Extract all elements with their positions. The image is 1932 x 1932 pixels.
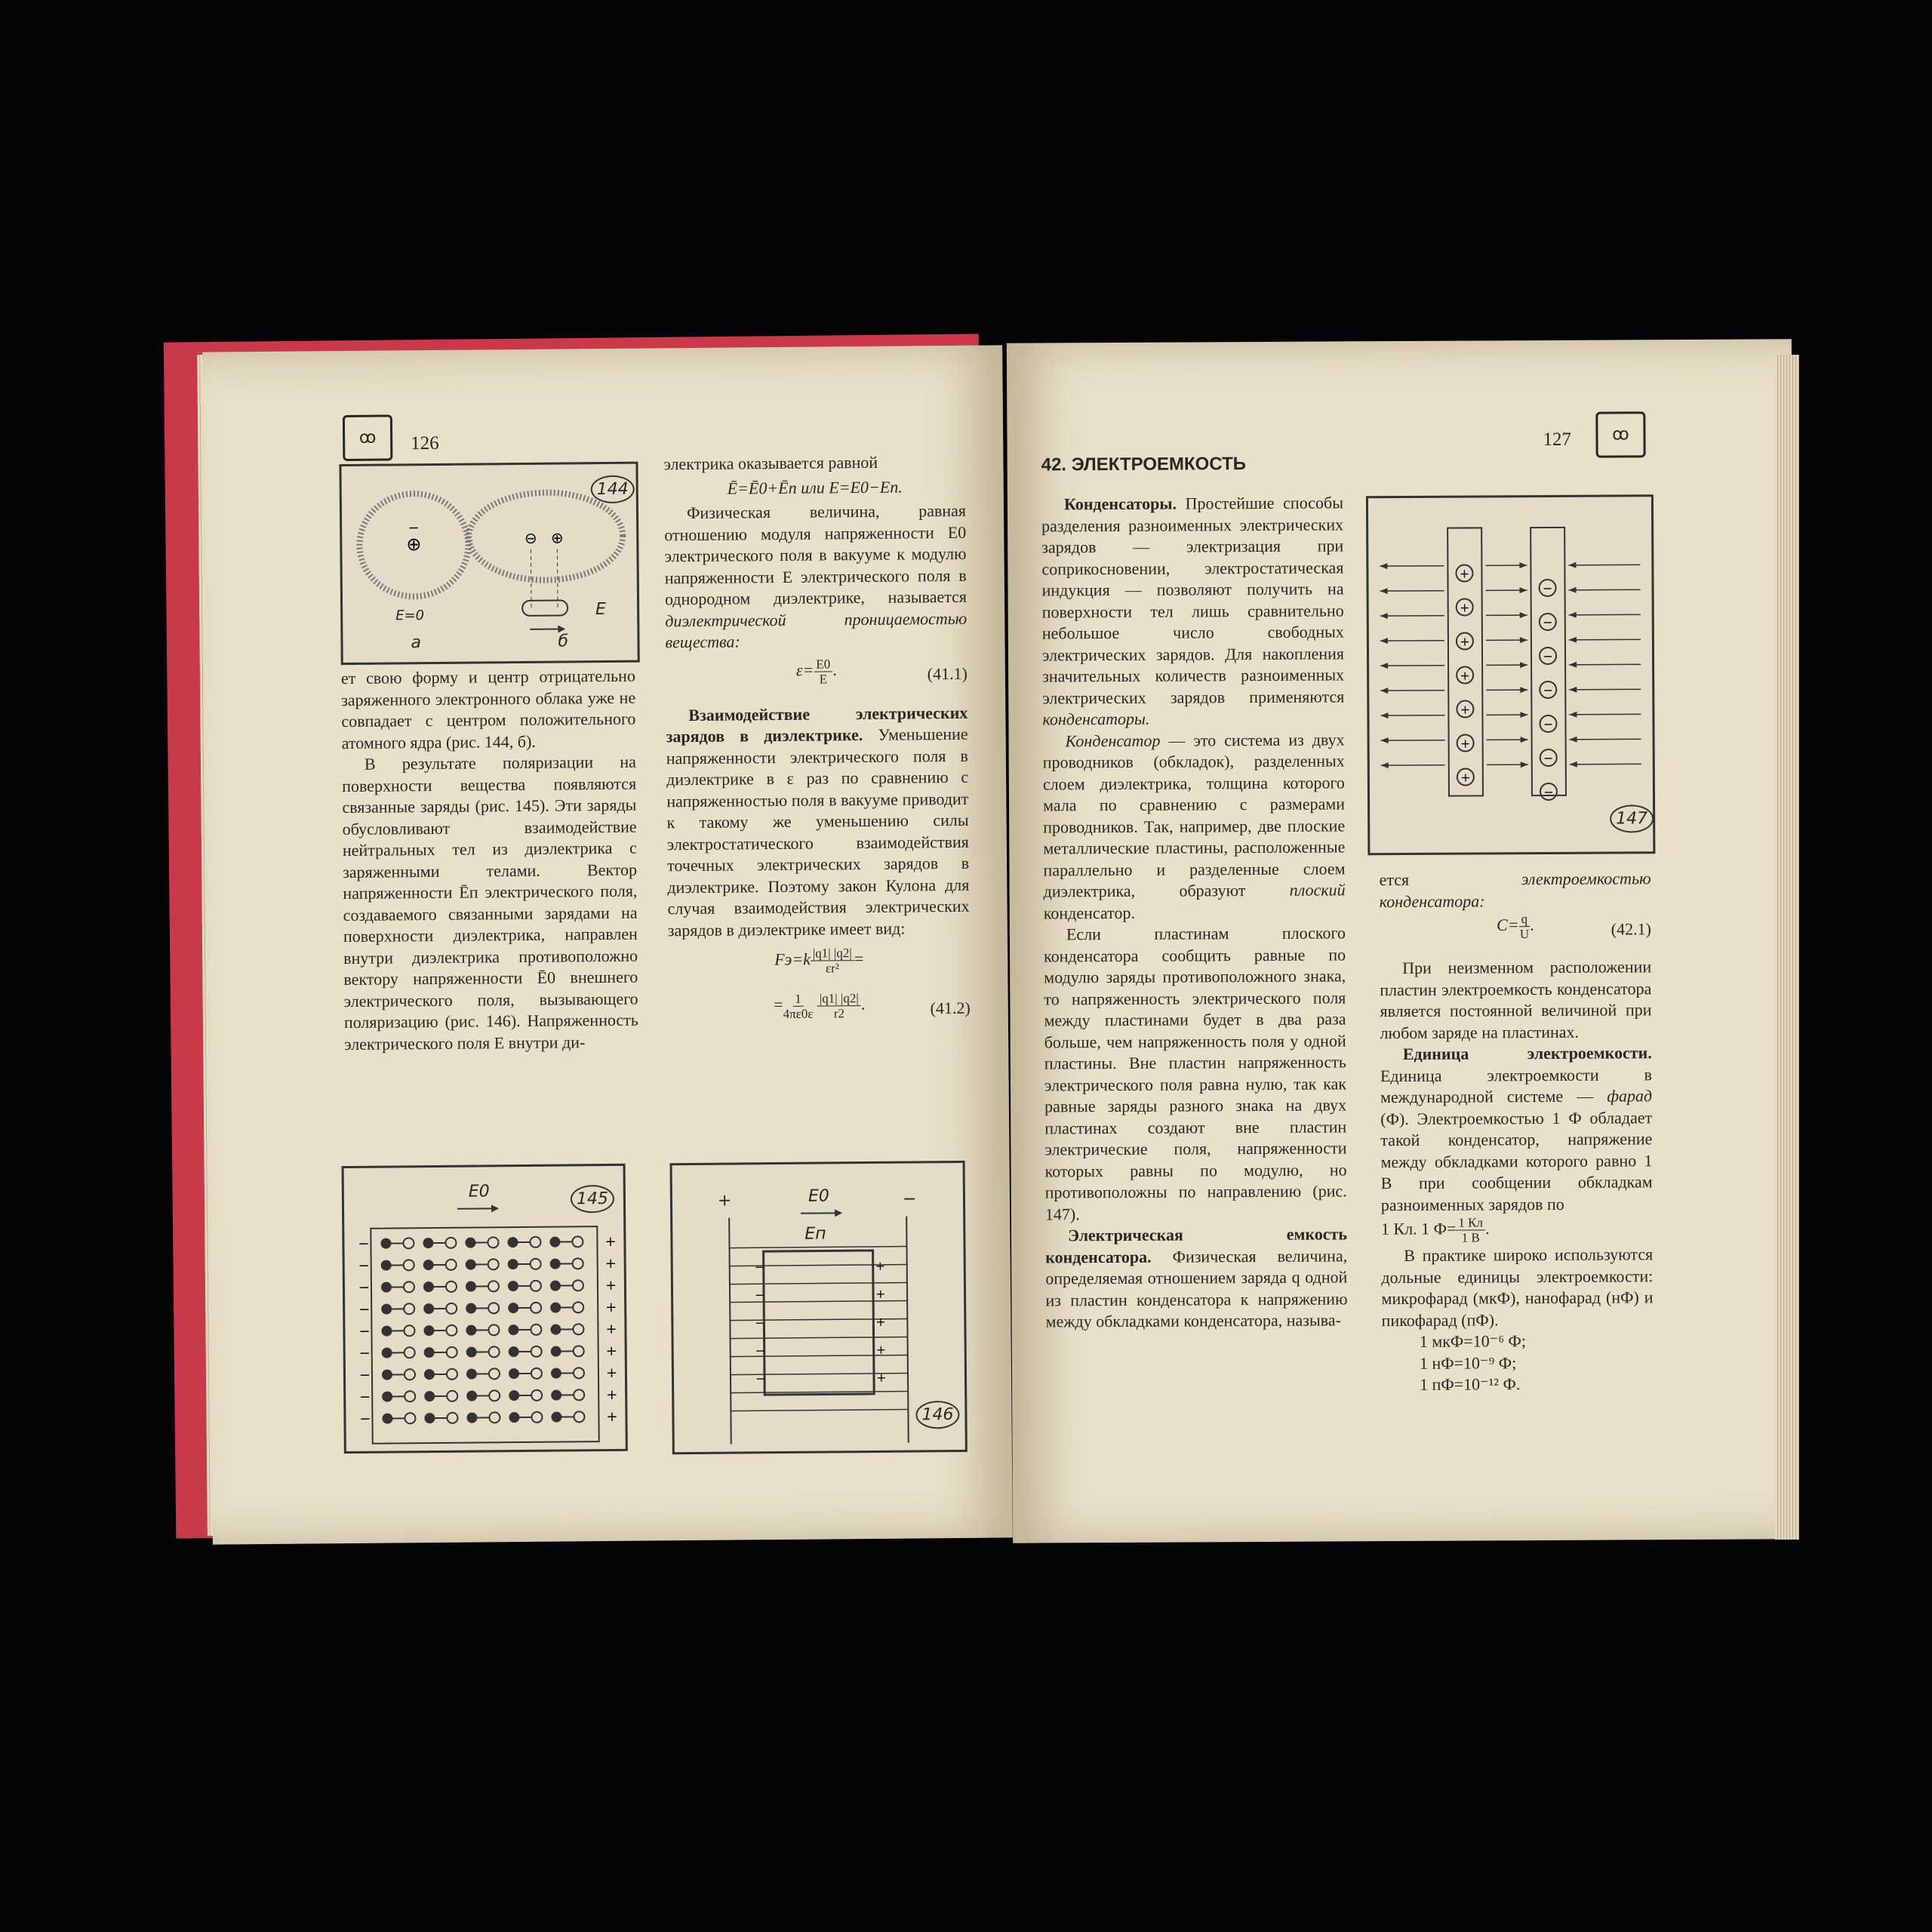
plus-sign: + — [875, 1342, 887, 1357]
minus-sign: − — [755, 1343, 766, 1358]
positive-charge — [405, 1413, 415, 1423]
paragraph: Конденсатор — это система из двух проводников (обкладок), разделенных слоем диэлектрика, толщина которого мала по сравнению с размерами проводников. Так, например, две плоские металлические пластины, расположенные параллельно и разделенные слоем диэлектрика, образуют плоский конденсатор. — [1042, 729, 1346, 922]
plus-sign: + — [1460, 736, 1471, 751]
minus-sign: − — [358, 1323, 371, 1340]
field-line — [731, 1392, 908, 1393]
positive-charge — [574, 1411, 584, 1422]
positive-charge — [488, 1259, 499, 1269]
positive-charge — [530, 1237, 540, 1247]
negative-charge — [550, 1303, 561, 1313]
minus-sign: − — [1543, 784, 1554, 800]
negative-charge — [423, 1325, 434, 1336]
negative-charge — [380, 1238, 391, 1249]
figure-146-number: 146 — [915, 1401, 959, 1429]
negative-charge — [423, 1260, 434, 1270]
minus-sign: − — [359, 1411, 371, 1427]
left-page — [202, 345, 1013, 1544]
plus-sign: + — [875, 1258, 886, 1273]
svg-text:−: − — [408, 520, 420, 537]
positive-charge — [405, 1391, 415, 1401]
plus-sign: + — [605, 1233, 617, 1251]
positive-charge — [489, 1368, 500, 1379]
negative-charge — [424, 1369, 435, 1380]
field-line — [731, 1337, 908, 1339]
negative-charge — [466, 1325, 476, 1336]
figure-146-plus: + — [717, 1191, 732, 1211]
plus-sign: + — [605, 1343, 617, 1360]
page-number-left: 126 — [411, 432, 439, 454]
positive-charge — [574, 1346, 584, 1356]
positive-charge — [574, 1367, 584, 1378]
positive-charge — [405, 1347, 415, 1358]
positive-charge — [573, 1324, 583, 1334]
positive-charge — [572, 1236, 583, 1247]
equation-number: (41.2) — [930, 998, 971, 1018]
plus-sign: + — [605, 1321, 617, 1338]
positive-charge — [447, 1391, 457, 1401]
positive-charge — [488, 1281, 499, 1291]
negative-charge — [381, 1260, 392, 1271]
plus-sign: + — [1460, 770, 1471, 785]
minus-sign: − — [358, 1301, 371, 1318]
positive-charge — [531, 1303, 541, 1313]
positive-charge — [531, 1259, 541, 1269]
negative-charge — [466, 1303, 476, 1314]
plus-sign: + — [875, 1286, 886, 1301]
paragraph: В практике широко используются дольные единицы электроемкости: микрофарад (мкФ), нанофарад (нФ) и пикофарад (пФ). — [1381, 1244, 1654, 1330]
negative-charge — [424, 1413, 435, 1423]
minus-sign: − — [754, 1287, 765, 1303]
negative-charge — [549, 1237, 560, 1247]
positive-charge — [531, 1346, 542, 1357]
negative-charge — [508, 1259, 518, 1269]
positive-charge — [446, 1260, 457, 1270]
paragraph: электрика оказывается равной — [663, 452, 878, 474]
unit-line: 1 пФ=10⁻¹² Ф. — [1420, 1374, 1521, 1394]
positive-charge — [531, 1281, 541, 1291]
figure-144-number: 144 — [591, 475, 635, 504]
positive-charge — [489, 1390, 500, 1401]
figure-144-label-b: б — [558, 632, 569, 651]
figure-144 — [339, 462, 639, 665]
magnet-coil-icon: ꝏ — [343, 414, 393, 461]
arrow-head — [1570, 761, 1577, 768]
minus-sign: − — [1543, 614, 1553, 630]
plus-sign: + — [606, 1408, 618, 1426]
positive-charge — [531, 1412, 542, 1423]
arrow-head — [1380, 613, 1388, 619]
farad-definition: 1 Кл. 1 Ф= $\frac{1 Кл}{1 В}$ . — [1380, 1215, 1490, 1245]
paragraph: При неизменном расположении пластин электроемкость конденсатора является постоянной величиной при любом заряде на пластинах. — [1380, 957, 1652, 1042]
left-column-1-text — [341, 666, 638, 1055]
negative-charge — [466, 1347, 477, 1358]
equation-41-2-line2: = $\frac{1}{4\pi\varepsilon 0\varepsilon}$ $\frac{|q1| |q2|}{r2}$ . (41.2) — [773, 991, 971, 1021]
minus-sign: − — [754, 1260, 765, 1275]
figure-147-drawing — [1368, 497, 1653, 853]
figure-145-label-e0: E0 — [468, 1182, 490, 1201]
negative-charge — [382, 1392, 392, 1402]
figure-147-number: 147 — [1610, 804, 1654, 832]
plus-sign: + — [605, 1364, 618, 1382]
figure-147 — [1366, 494, 1655, 855]
equation-41-2-line1: Fэ=k $\frac{|q1| |q2|}{\text{εr²}}$ = — [774, 946, 864, 976]
negative-charge — [423, 1303, 434, 1314]
arrow-head — [1520, 587, 1527, 593]
arrow-head — [1520, 712, 1527, 718]
negative-charge — [423, 1281, 434, 1292]
svg-text:⊕: ⊕ — [550, 528, 564, 547]
negative-charge — [423, 1238, 433, 1248]
equation-number: (42.1) — [1611, 919, 1651, 939]
negative-charge — [466, 1391, 477, 1401]
plus-sign: + — [605, 1299, 617, 1316]
equation-number: (41.1) — [927, 663, 968, 683]
negative-charge — [508, 1281, 518, 1291]
arrow-head — [1569, 587, 1577, 593]
arrow-head — [1570, 737, 1577, 743]
positive-charge — [488, 1324, 499, 1335]
positive-charge — [447, 1347, 457, 1358]
negative-charge — [381, 1282, 392, 1293]
minus-sign: − — [358, 1257, 370, 1274]
minus-sign: − — [358, 1345, 371, 1361]
plus-sign: + — [1460, 634, 1470, 649]
right-page — [1007, 339, 1798, 1543]
figure-145 — [342, 1164, 628, 1454]
plus-sign: + — [875, 1314, 886, 1329]
arrow-head — [1569, 687, 1577, 693]
unit-line: 1 мкФ=10⁻⁶ Ф; — [1419, 1331, 1527, 1351]
positive-charge — [531, 1368, 542, 1379]
positive-charge — [404, 1260, 414, 1270]
negative-charge — [382, 1370, 392, 1380]
paragraph: Взаимодействие электрических зарядов в диэлектрике. Уменьшение напряженности электрического поля в диэлектрике в ε раз по сравнению с напряженностью поля в вакууме приводит к такому же уменьшению силы электростатического взаимодействия точечных электрических зарядов в диэлектрике. Поэтому закон Кулона для случая взаимодействия электрических зарядов в диэлектрике имеет вид: — [666, 703, 970, 940]
arrow-head — [1520, 612, 1527, 618]
arrow-head — [1380, 563, 1387, 569]
negative-charge — [466, 1413, 477, 1423]
negative-charge — [551, 1346, 561, 1357]
plus-sign: + — [1460, 668, 1470, 683]
positive-charge — [574, 1389, 584, 1400]
plus-sign: + — [605, 1255, 617, 1272]
negative-charge — [509, 1412, 519, 1423]
unit-line: 1 нФ=10⁻⁹ Ф; — [1419, 1352, 1517, 1373]
page-edges-right — [1775, 355, 1799, 1540]
minus-sign: − — [1543, 682, 1554, 698]
negative-charge — [381, 1304, 392, 1315]
page-number-right: 127 — [1543, 429, 1572, 451]
negative-charge — [509, 1368, 519, 1379]
minus-sign: − — [755, 1371, 766, 1386]
minus-sign: − — [1543, 648, 1553, 664]
negative-charge — [550, 1324, 561, 1335]
negative-charge — [382, 1348, 392, 1358]
positive-charge — [488, 1303, 499, 1313]
negative-charge — [551, 1412, 561, 1423]
negative-charge — [508, 1303, 518, 1313]
positive-charge — [446, 1325, 457, 1336]
minus-sign: − — [358, 1279, 371, 1296]
plus-sign: + — [606, 1386, 618, 1404]
arrow-head — [1381, 737, 1389, 743]
figure-146-minus: − — [902, 1189, 917, 1209]
positive-charge — [403, 1238, 414, 1248]
arrow-head — [1521, 737, 1528, 743]
minus-sign: − — [1543, 750, 1554, 766]
arrow-head — [1380, 638, 1388, 644]
positive-charge — [446, 1281, 457, 1292]
negative-charge — [466, 1369, 477, 1380]
arrow-head — [1520, 687, 1527, 693]
figure-145-number: 145 — [571, 1185, 614, 1214]
arrow-head — [1569, 612, 1577, 618]
positive-charge — [489, 1412, 500, 1423]
figure-144-label-e: E — [595, 600, 607, 620]
equation-41-1: ε= $\frac{E0}{E}$ . (41.1) — [795, 656, 968, 687]
negative-charge — [550, 1281, 561, 1291]
svg-text:⊖: ⊖ — [524, 528, 537, 547]
negative-charge — [382, 1414, 392, 1424]
negative-charge — [508, 1324, 518, 1335]
negative-charge — [550, 1259, 561, 1269]
minus-sign: − — [1543, 716, 1554, 732]
plus-sign: + — [605, 1277, 617, 1294]
negative-charge — [424, 1347, 435, 1358]
plus-sign: + — [1459, 600, 1470, 615]
equation-42-1: C= $\frac{q}{U}$ . (42.1) — [1497, 912, 1651, 942]
negative-charge — [551, 1390, 561, 1401]
positive-charge — [404, 1303, 414, 1314]
negative-charge — [509, 1346, 519, 1357]
magnet-coil-icon: ꝏ — [1595, 411, 1645, 457]
positive-charge — [447, 1413, 457, 1423]
figure-146 — [670, 1161, 968, 1454]
positive-charge — [405, 1369, 415, 1380]
paragraph: ет свою форму и центр отрицательно заряженного электронного облака уже не совпадает с центром положительного атомного ядра (рис. 144, б). — [340, 666, 636, 752]
positive-charge — [573, 1302, 583, 1312]
arrow-head — [1380, 663, 1388, 669]
arrow-head — [1380, 588, 1388, 594]
arrow-head — [1569, 637, 1577, 643]
positive-charge — [404, 1281, 414, 1292]
arrow-head — [1521, 761, 1528, 768]
positive-charge — [573, 1280, 583, 1291]
paragraph: Если пластинам плоского конденсатора сообщить равные по модулю заряды противоположного знака, то напряженность электрического поля между пластинами будет в два раза больше, чем напряженность поля у одной пластины. Вне пластин напряженность электрического поля равна нулю, так как равные заряды разного знака на двух пластинах создают вне пластин электрические поля, напряженности которых равны по модулю, но противоположны по направлению (рис. 147). — [1044, 923, 1347, 1223]
positive-charge — [446, 1303, 457, 1314]
paragraph: Конденсаторы. Простейшие способы разделения разноименных электрических зарядов — электризация при соприкосновении, электростатическая индукция — позволяют получить на поверхности тел лишь сравнительно небольшое число свободных электрических зарядов. Для накопления значительных количеств разноименных электрических зарядов применяются конденсаторы. — [1041, 493, 1345, 729]
arrow-head — [1520, 662, 1527, 668]
negative-charge — [465, 1238, 475, 1248]
negative-charge — [509, 1390, 519, 1401]
paragraph: Физическая величина, равная отношению модуля напряженности E0 электрического поля в вакууме к модулю напряженности E электрического поля в однородном диэлектрике, называется диэлектрической проницаемостью вещества: — [664, 500, 968, 652]
arrow-head — [1380, 712, 1388, 718]
minus-sign: − — [358, 1367, 371, 1383]
negative-charge — [381, 1326, 392, 1337]
negative-charge — [507, 1237, 518, 1247]
negative-charge — [551, 1368, 561, 1379]
paragraph: Единица электроемкости. Единица электроемкости в международной системе — фарад (Ф). Электроемкостью 1 Ф обладает такой конденсатор, напряжение между обкладками которого равно 1 В при сообщении обкладкам разноименных зарядов по — [1380, 1043, 1653, 1214]
positive-charge — [531, 1324, 541, 1335]
positive-charge — [573, 1258, 583, 1269]
positive-charge — [531, 1390, 542, 1401]
formula-e-sum: Ē=Ē0+Ēп или E=E0−Eп. — [727, 477, 903, 498]
field-line — [731, 1410, 908, 1411]
figure-146-label-en: Eп — [804, 1224, 826, 1244]
arrow-head — [1568, 562, 1576, 568]
minus-sign: − — [358, 1235, 370, 1252]
paragraph: В результате поляризации на поверхности вещества появляются связанные заряды (рис. 145). Эти заряды обусловливают взаимодействие нейтральных тел из диэлектрика с заряженными телами. Вектор напряженности Ēп электрического поля, создаваемого связанными зарядами на поверхности диэлектрика, направлен внутри диэлектрика противоположно вектору напряженности Ē0 внешнего электрического поля, вызывающего поляризацию (рис. 146). Напряженность электрического поля Е внутри ди- — [342, 752, 638, 1054]
arrow-head — [1569, 662, 1577, 668]
minus-sign: − — [1542, 580, 1553, 596]
field-line — [730, 1247, 907, 1248]
negative-charge — [466, 1281, 476, 1292]
plus-sign: + — [875, 1370, 887, 1385]
positive-charge — [404, 1325, 414, 1336]
arrow-head — [1381, 762, 1389, 768]
positive-charge — [447, 1369, 457, 1380]
paragraph: Электрическая емкость конденсатора. Физическая величина, определяемая отношением заряда q одной из пластин конденсатора к напряжению между обкладками конденсатора, называ- — [1045, 1224, 1348, 1331]
left-column-2-text — [663, 451, 971, 1038]
plus-sign: + — [1460, 702, 1471, 717]
paragraph: ется электроемкостью конденсатора: — [1379, 869, 1651, 911]
plus-sign: + — [1459, 566, 1470, 581]
figure-144-label-a: а — [411, 633, 422, 653]
minus-sign: − — [359, 1389, 371, 1405]
negative-charge — [424, 1391, 435, 1401]
svg-text:⊕: ⊕ — [406, 534, 422, 555]
field-line — [730, 1283, 907, 1284]
right-column-1-text — [1041, 492, 1348, 1333]
arrow-head — [1380, 688, 1388, 694]
positive-charge — [445, 1238, 456, 1248]
positive-charge — [488, 1237, 498, 1247]
arrow-head — [1569, 712, 1577, 718]
arrow-head — [1520, 637, 1527, 643]
arrow-head — [1519, 562, 1527, 568]
minus-sign: − — [755, 1315, 765, 1331]
section-title: 42. ЭЛЕКТРОЕМКОСТЬ — [1041, 454, 1247, 475]
right-column-2-text — [1380, 868, 1654, 1395]
positive-charge — [489, 1346, 500, 1357]
figure-144-label-e0: E=0 — [395, 608, 425, 624]
figure-146-label-e0: E0 — [808, 1186, 829, 1206]
negative-charge — [466, 1260, 476, 1270]
